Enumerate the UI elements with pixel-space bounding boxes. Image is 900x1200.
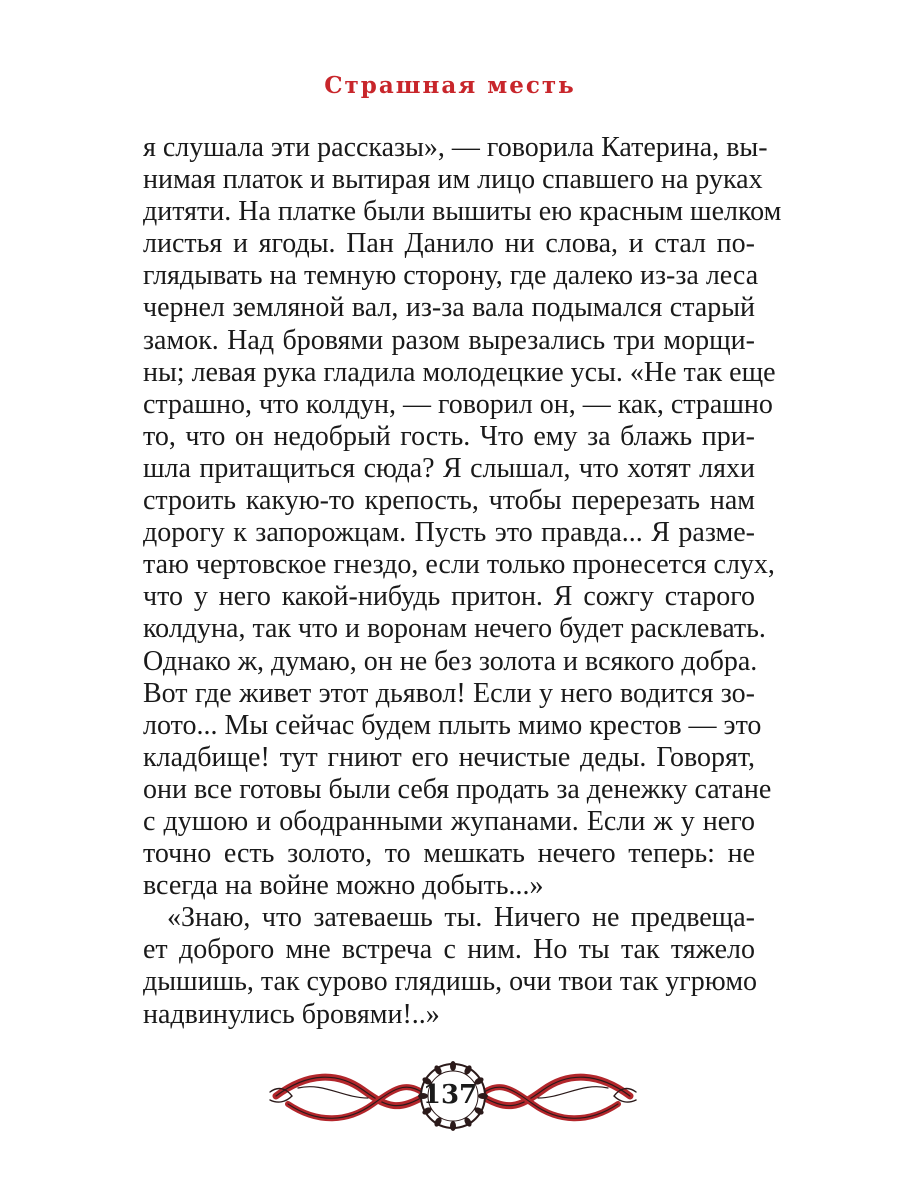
text-line: всегда на войне можно добыть...»: [143, 870, 544, 902]
text-line: дитяти. На платке были вышиты ею красным шелком: [143, 196, 782, 228]
text-line: лото... Мы сейчас будем плыть мимо крестов — это: [143, 709, 762, 741]
running-head: Страшная месть: [324, 72, 576, 99]
text-line: надвинулись бровями!..»: [143, 998, 440, 1030]
text-line: дышишь, так сурово глядишь, очи твои так угрюмо: [143, 966, 758, 998]
text-line: нимая платок и вытирая им лицо спавшего на руках: [143, 164, 763, 196]
text-line: таю чертовское гнездо, если только пронесется слух,: [143, 549, 775, 581]
page-number: 137: [422, 1080, 478, 1110]
text-line: что у него какой-нибудь притон. Я сожгу старого: [143, 581, 755, 613]
text-line: «Знаю, что затеваешь ты. Ничего не предвеща-: [167, 902, 755, 934]
text-line: глядывать на темную сторону, где далеко из-за леса: [143, 260, 759, 292]
body-text: [143, 132, 782, 1031]
text-line: строить какую-то крепость, чтобы перерезать нам: [143, 485, 755, 517]
text-line: ет доброго мне встреча с ним. Но ты так тяжело: [143, 934, 755, 966]
text-line: чернел земляной вал, из-за вала подымался старый: [143, 292, 755, 324]
text-line: страшно, что колдун, — говорил он, — как, страшно: [143, 388, 773, 420]
text-line: листья и ягоды. Пан Данило ни слова, и стал по-: [143, 228, 755, 260]
text-line: шла притащиться сюда? Я слышал, что хотят ляхи: [143, 452, 755, 484]
text-line: Вот где живет этот дьявол! Если у него водится зо-: [143, 677, 755, 709]
text-line: дорогу к запорожцам. Пусть это правда... Я разме-: [143, 517, 755, 549]
text-line: кладбище! тут гниют его нечистые деды. Говорят,: [143, 741, 755, 773]
text-line: они все готовы были себя продать за денежку сатане: [143, 773, 772, 805]
text-line: то, что он недобрый гость. Что ему за блажь при-: [143, 420, 755, 452]
text-line: ны; левая рука гладила молодецкие усы. «Не так еще: [143, 356, 776, 388]
text-line: с душою и ободранными жупанами. Если ж у него: [143, 805, 755, 837]
text-line: замок. Над бровями разом вырезались три морщи-: [143, 324, 755, 356]
text-line: Однако ж, думаю, он не без золота и всякого добра.: [143, 645, 758, 677]
text-line: колдуна, так что и воронам нечего будет расклевать.: [143, 613, 766, 645]
text-line: я слушала эти рассказы», — говорила Катерина, вы-: [143, 132, 768, 163]
text-line: точно есть золото, то мешкать нечего теперь: не: [143, 838, 755, 870]
